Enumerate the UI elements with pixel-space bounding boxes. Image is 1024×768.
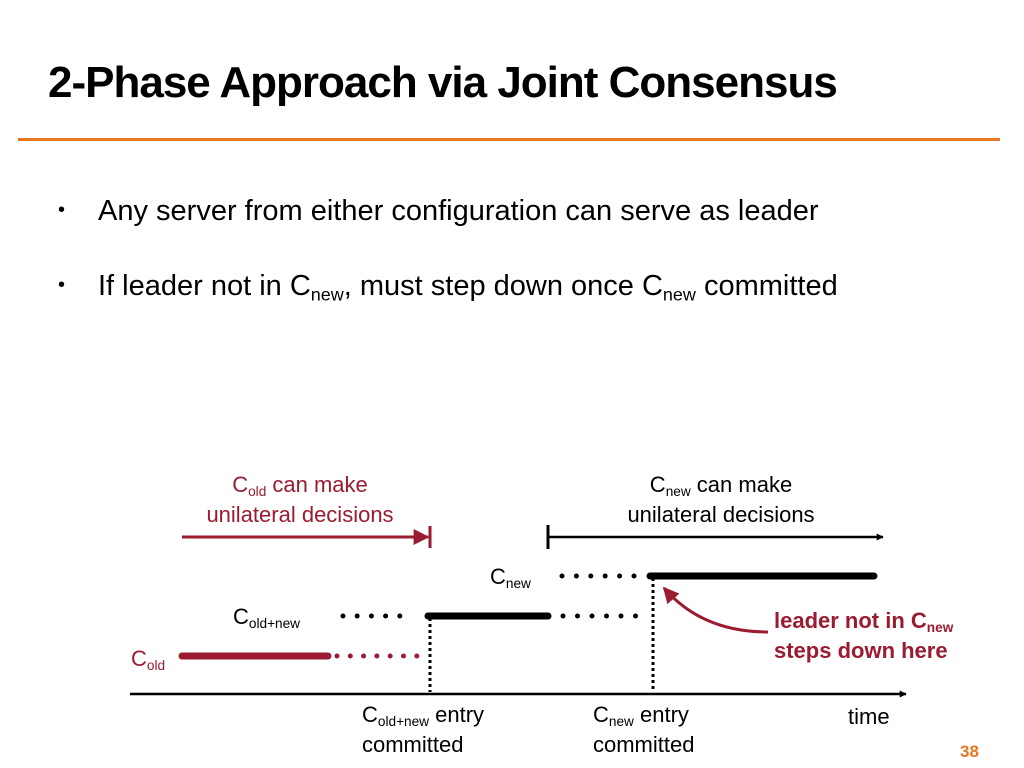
bullet-dot-icon: • [58, 199, 66, 221]
annotation-arrow [664, 588, 768, 632]
page-number: 38 [960, 742, 979, 761]
bullet-text: If leader not in C [98, 270, 311, 302]
cold-decisions-note: $C_{old}$ can make unilateral decisions [206, 472, 394, 527]
leader-steps-down-annotation: leader not in $C_{new}$ steps down here [774, 608, 954, 663]
joint-entry-committed-caption: $C_{old+new}$ entry committed [362, 702, 485, 757]
cnew-config-label: $C_{new}$ [490, 564, 531, 592]
cold-config-label: $C_{old}$ [131, 646, 166, 674]
bullet-dot-icon: • [58, 274, 66, 296]
joint-config-label: $C_{old+new}$ [233, 604, 301, 632]
cnew-entry-committed-caption: $C_{new}$ entry committed [593, 702, 695, 757]
bullet-text: Any server from either configuration can serve as leader [98, 195, 819, 227]
bullet-subscript: new [310, 284, 344, 305]
cnew-decisions-note: $C_{new}$ can make unilateral decisions [627, 472, 815, 527]
time-axis-label: time [848, 704, 890, 729]
slide-title: 2-Phase Approach via Joint Consensus [48, 58, 837, 107]
bullet-subscript: new [662, 284, 696, 305]
bullet-text: , must step down once C [343, 270, 663, 302]
bullet-text: committed [695, 270, 838, 302]
